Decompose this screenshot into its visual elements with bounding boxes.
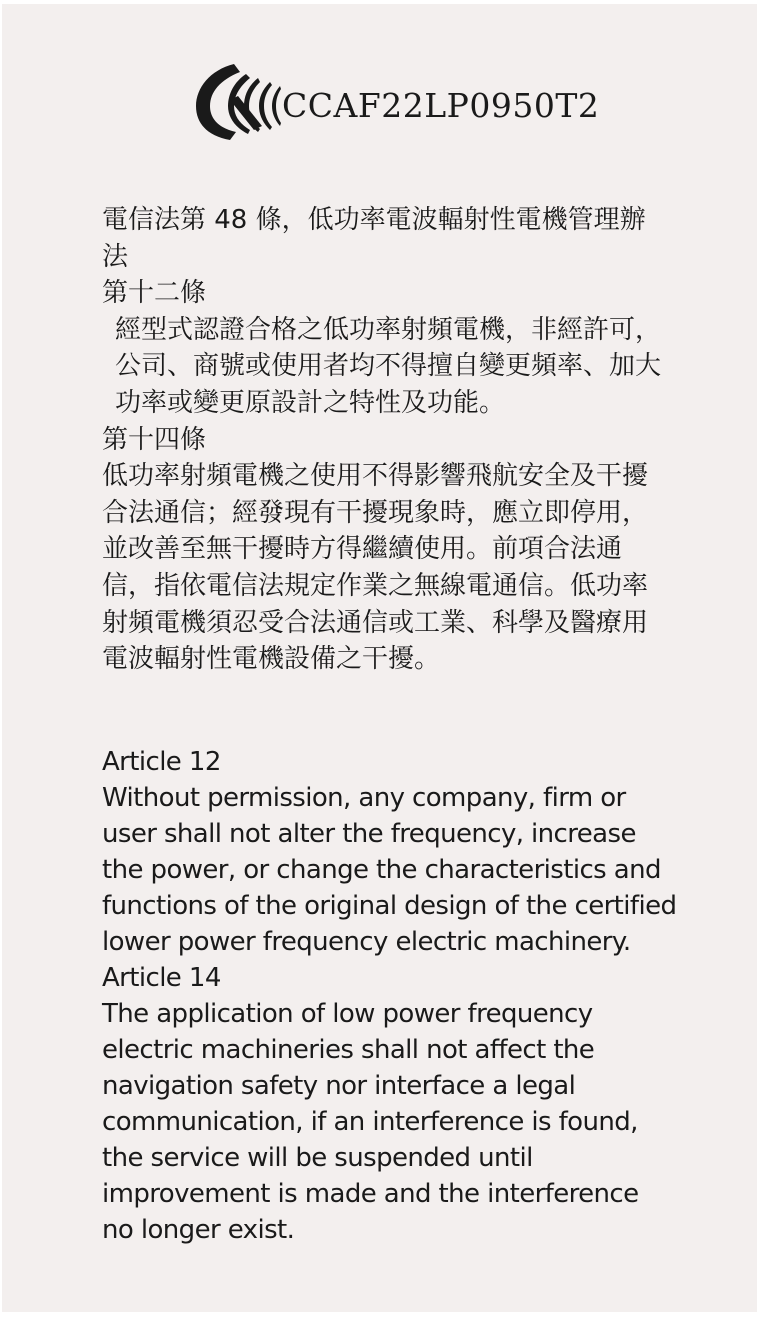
- zh-article-12-heading: 第十二條: [102, 278, 207, 309]
- regulatory-notice-card: [2, 4, 757, 1312]
- en-article-12-heading: Article 12: [102, 747, 221, 777]
- ncc-logo-icon: [190, 60, 282, 144]
- en-article-14-body: The application of low power frequency electric machineries shall not affect the navigation safety nor interface a legal communication, if an interference is found, the service will be suspended until improvement is made and the interference no longer exist.: [102, 999, 639, 1245]
- en-article-12-body: Without permission, any company, firm or user shall not alter the frequency, increase the power, or change the characteristics and functions of the original design of the certified lower power frequency electric machinery.: [102, 783, 677, 957]
- zh-article-14-heading: 第十四條: [102, 424, 207, 455]
- chinese-regulation-text: [102, 202, 662, 678]
- zh-article-14-body: 低功率射頻電機之使用不得影響飛航安全及干擾合法通信；經發現有干擾現象時，應立即停用，並改善至無干擾時方得繼續使用。前項合法通信，指依電信法規定作業之無線電通信。低功率射頻電機須忍受合法通信或工業、科學及醫療用電波輻射性電機設備之干擾。: [102, 461, 649, 675]
- certification-id: CCAF22LP0950T2: [282, 85, 600, 125]
- en-article-14-heading: Article 14: [102, 963, 221, 993]
- certification-header: [190, 60, 599, 144]
- english-regulation-text: [102, 744, 677, 1248]
- zh-regulation-title: 電信法第 48 條，低功率電波輻射性電機管理辦法: [102, 205, 646, 272]
- zh-article-12-body: 經型式認證合格之低功率射頻電機，非經許可，公司、商號或使用者均不得擅自變更頻率、加大功率或變更原設計之特性及功能。: [115, 314, 662, 418]
